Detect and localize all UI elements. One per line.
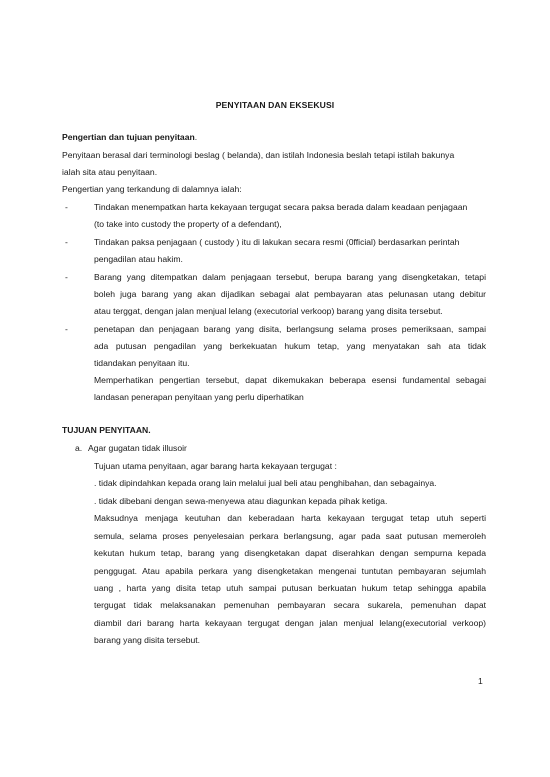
bullet-3-line-3: atau terggat, dengan jalan menjual lelang (executorial verkoop) barang yang disita tersebut. [94,306,443,316]
paragraph-line-4: penggugat. Atau apabila perkara yang disengketakan mengenai tuntutan pembayaran sejumlah [94,566,486,576]
paragraph-line-8: barang yang disita tersebut. [94,635,201,645]
paragraph-line-1: Maksudnya menjaga keutuhan dan keberadaan harta kekayaan tergugat tetap utuh seperti [94,513,486,523]
purpose-line-1: Tujuan utama penyitaan, agar barang harta kekayaan tergugat : [94,461,337,471]
bullet-2-line-2: pengadilan atau hakim. [94,254,183,264]
purpose-line-3: . tidak dibebani dengan sewa-menyewa atau diagunkan kepada pihak ketiga. [94,496,388,506]
intro-line-3: Pengertian yang terkandung di dalamnya ialah: [62,184,242,194]
bullet-1-line-1: Tindakan menempatkan harta kekayaan tergugat secara paksa berada dalam keadaan penjagaan [94,202,468,212]
section1-heading: Pengertian dan tujuan penyitaan. [62,132,198,142]
purpose-line-2: . tidak dipindahkan kepada orang lain melalui jual beli atau penghibahan, dan sebagainya. [94,478,437,488]
page-number: 1 [478,676,483,686]
paragraph-line-7: diambil dari barang harta kekayaan tergugat dengan jalan menjual lelang(executorial verkoop) [94,618,486,628]
bullet-marker: - [65,237,68,247]
item-a-marker: a. [75,443,83,453]
paragraph-line-2: semula, selama proses penyelesaian perkara berlangsung, agar pada saat putusan memeroleh [94,531,486,541]
closing-line-2: landasan penerapan penyitaan yang perlu diperhatikan [94,392,304,402]
paragraph-line-6: tergugat tidak melaksanakan pemenuhan pembayaran secara sukarela, pemenuhan dapat [94,600,486,610]
bullet-1-line-2: (to take into custody the property of a defendant), [94,219,282,229]
intro-line-1: Penyitaan berasal dari terminologi beslag ( belanda), dan istilah Indonesia beslah tetapi istilah bakunya [62,150,455,160]
intro-line-2: ialah sita atau penyitaan. [62,167,158,177]
bullet-marker: - [65,324,68,334]
bullet-3-line-1: Barang yang ditempatkan dalam penjagaan tersebut, berupa barang yang disengketakan, tetapi [94,272,486,282]
bullet-2-line-1: Tindakan paksa penjagaan ( custody ) itu di lakukan secara resmi (0fficial) berdasarkan perintah [94,237,460,247]
bullet-3-line-2: boleh juga barang yang akan dijadikan sebagai alat pembayaran atas pelunasan utang debitur [94,289,486,299]
document-title: PENYITAAN DAN EKSEKUSI [215,100,335,110]
bullet-4-line-2: ada putusan pengadilan yang berkekuatan hukum tetap, yang menyatakan sah ata tidak [94,341,486,351]
closing-line-1: Memperhatikan pengertian tersebut, dapat dikemukakan beberapa esensi fundamental sebagai [94,375,486,385]
bullet-4-line-1: penetapan dan penjagaan barang yang disita, berlangsung selama proses pemeriksaan, sampai [94,324,486,334]
bullet-marker: - [65,272,68,282]
paragraph-line-3: kekutan hukum tetap, barang yang disengketakan dapat diserahkan dengan sempurna kepada [94,548,486,558]
item-a-label: Agar gugatan tidak illusoir [88,443,187,453]
bullet-marker: - [65,202,68,212]
paragraph-line-5: uang , harta yang disita tetap utuh sampai putusan berkuatan hukum tetap sehingga apabila [94,583,486,593]
section2-heading: TUJUAN PENYITAAN. [62,425,151,435]
bullet-4-line-3: tidandakan penyitaan itu. [94,358,190,368]
